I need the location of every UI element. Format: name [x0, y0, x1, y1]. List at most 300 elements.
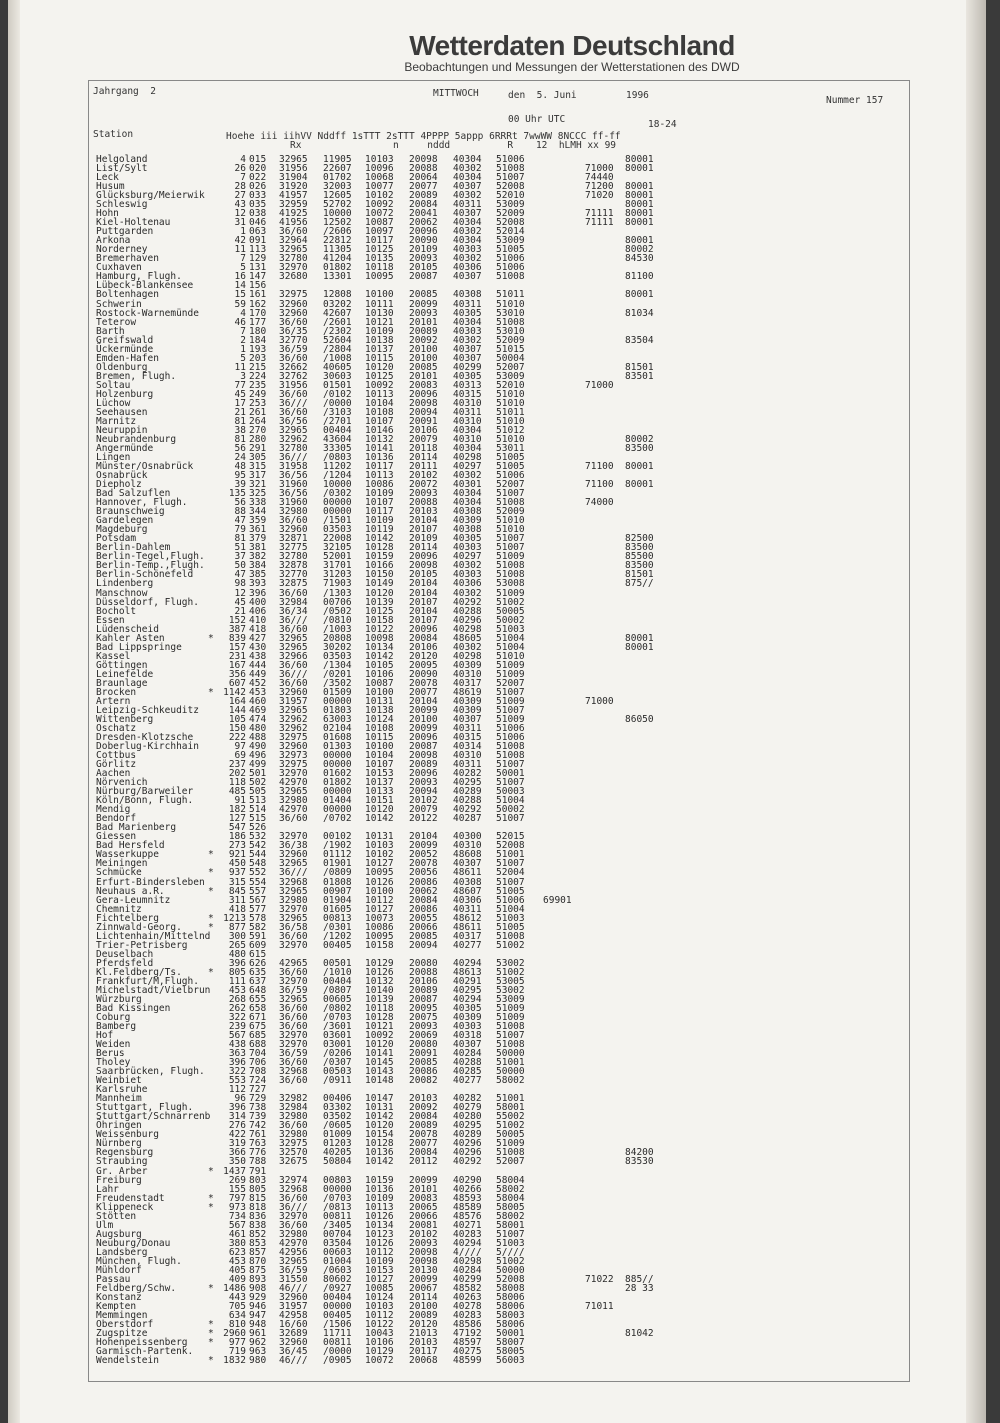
- station-height: 97: [234, 741, 246, 753]
- station-height: 443: [228, 1291, 246, 1303]
- station-id: 961: [249, 1328, 267, 1340]
- group-1sttt: 10132: [365, 975, 394, 987]
- group-nddff: 00000: [323, 695, 352, 707]
- station-height: 422: [228, 1129, 246, 1141]
- station-name: Wasserkuppe: [96, 849, 159, 861]
- station-id: 460: [249, 695, 267, 707]
- group-2sttt: 20068: [409, 1355, 438, 1367]
- group-ihvv: 32980: [279, 1111, 308, 1123]
- group-4pppp: 40311: [453, 759, 482, 771]
- group-1sttt: 10139: [365, 993, 394, 1005]
- group-4pppp: 40305: [453, 370, 482, 382]
- group-ihvv: 32965: [279, 1255, 308, 1267]
- group-5appp: 58005: [496, 1201, 525, 1213]
- group-1sttt: 10112: [365, 1310, 394, 1321]
- group-5appp: 51010: [496, 415, 525, 427]
- station-id: 761: [249, 1129, 267, 1141]
- group-8nccc: 80002: [625, 244, 654, 256]
- group-5appp: 58001: [496, 1102, 525, 1114]
- group-4pppp: 40271: [453, 1219, 482, 1231]
- group-ihvv: 32970: [279, 1030, 308, 1042]
- group-ihvv: 32770: [279, 569, 308, 581]
- station-height: 17: [234, 397, 246, 409]
- station-id: 321: [249, 479, 267, 491]
- group-5appp: 53010: [496, 307, 525, 319]
- group-4pppp: 40310: [453, 668, 482, 680]
- station-id: 655: [249, 993, 267, 1005]
- group-nddff: 63003: [323, 713, 352, 725]
- group-nddff: 01004: [323, 1255, 352, 1267]
- group-5appp: 51009: [496, 1002, 525, 1014]
- group-5appp: 58004: [496, 1192, 525, 1204]
- station-name: Berlin-Tegel,Flugh.: [96, 551, 205, 563]
- station-id: 038: [249, 208, 267, 220]
- station-id: 554: [249, 876, 267, 888]
- group-7wwww: 71011: [585, 1300, 614, 1312]
- group-2sttt: 20099: [409, 1273, 438, 1285]
- station-height: 77: [234, 379, 246, 391]
- group-nddff: /2606: [323, 226, 352, 238]
- station-height: 202: [228, 768, 246, 780]
- group-4pppp: 48599: [453, 1355, 482, 1367]
- station-name: Görlitz: [96, 759, 137, 771]
- group-2sttt: 20082: [409, 1075, 438, 1087]
- station-name: Chemnitz: [96, 903, 142, 915]
- group-2sttt: 20089: [409, 1120, 438, 1132]
- group-4pppp: 4////: [453, 1246, 482, 1258]
- group-2sttt: 20088: [409, 497, 438, 509]
- group-1sttt: 10132: [365, 433, 394, 445]
- group-nddff: /2601: [323, 316, 352, 328]
- group-ihvv: 36/60: [279, 587, 308, 599]
- group-ihvv: 41957: [279, 190, 308, 202]
- station-height: 81: [234, 415, 246, 427]
- station-id: 490: [249, 741, 267, 753]
- group-5appp: 52007: [496, 677, 525, 689]
- group-4pppp: 40310: [453, 840, 482, 852]
- group-2sttt: 20096: [409, 768, 438, 780]
- station-height: 315: [228, 876, 246, 888]
- group-1sttt: 10120: [365, 804, 394, 816]
- group-1sttt: 10109: [365, 515, 394, 527]
- group-nddff: /0803: [323, 452, 352, 464]
- group-8nccc: 83500: [625, 443, 654, 454]
- group-5appp: 51007: [496, 542, 525, 554]
- group-nddff: 01602: [323, 768, 352, 780]
- group-nddff: /3103: [323, 406, 352, 418]
- group-2sttt: 20088: [409, 163, 438, 175]
- group-8nccc: 80001: [625, 479, 654, 491]
- group-ihvv: 32762: [279, 370, 308, 382]
- group-2sttt: 20100: [409, 713, 438, 725]
- mountain-marker: *: [208, 686, 214, 698]
- group-8nccc: 83500: [625, 542, 654, 554]
- mountain-marker: *: [208, 1337, 214, 1349]
- station-id: 400: [249, 596, 267, 608]
- group-nddff: /1204: [323, 470, 352, 482]
- group-4pppp: 40277: [453, 1075, 482, 1087]
- group-1sttt: 10120: [365, 361, 394, 373]
- group-5appp: 58002: [496, 1075, 525, 1087]
- station-height: 186: [228, 831, 246, 843]
- group-2sttt: 20084: [409, 894, 438, 906]
- group-4pppp: 40309: [453, 515, 482, 527]
- group-nddff: 03503: [323, 524, 352, 536]
- group-5appp: 52015: [496, 831, 525, 843]
- group-2sttt: 20089: [409, 190, 438, 202]
- station-name: Lahr: [96, 1183, 119, 1195]
- group-5appp: 53008: [496, 578, 525, 590]
- group-nddff: 30202: [323, 641, 352, 653]
- group-2sttt: 20083: [409, 1192, 438, 1204]
- group-5appp: 51005: [496, 244, 525, 256]
- group-nddff: 01803: [323, 704, 352, 716]
- station-id: 438: [249, 650, 267, 662]
- group-1sttt: 10117: [365, 461, 394, 473]
- group-ihvv: 32965: [279, 154, 308, 165]
- station-name: Helgoland: [96, 154, 148, 165]
- group-1sttt: 10125: [365, 605, 394, 617]
- group-5appp: 51008: [496, 1147, 525, 1159]
- group-8nccc: 80001: [625, 199, 654, 211]
- group-nddff: 12502: [323, 217, 352, 229]
- group-7wwww: 71020: [585, 190, 614, 202]
- group-1sttt: 10103: [365, 154, 394, 165]
- group-1sttt: 10146: [365, 424, 394, 436]
- group-5appp: 50002: [496, 614, 525, 626]
- group-5appp: 51010: [496, 388, 525, 400]
- group-1sttt: 10117: [365, 506, 394, 518]
- group-nddff: 00813: [323, 912, 352, 924]
- station-id: 449: [249, 668, 267, 680]
- group-nddff: 02104: [323, 722, 352, 734]
- group-1sttt: 10126: [365, 876, 394, 888]
- station-id: 708: [249, 1066, 267, 1078]
- group-1sttt: 10117: [365, 235, 394, 247]
- group-2sttt: 20099: [409, 1174, 438, 1186]
- group-4pppp: 40282: [453, 768, 482, 780]
- group-1sttt: 10148: [365, 1075, 394, 1087]
- group-4pppp: 40292: [453, 804, 482, 816]
- station-name: Doberlug-Kirchhain: [96, 741, 199, 753]
- station-name: Cottbus: [96, 750, 137, 762]
- group-5appp: 51007: [496, 533, 525, 545]
- group-ihvv: 32965: [279, 858, 308, 870]
- group-nddff: 01802: [323, 262, 352, 274]
- station-id: 815: [249, 1192, 267, 1204]
- group-5appp: 51006: [496, 262, 525, 274]
- group-5appp: 51006: [496, 732, 525, 743]
- station-height: 480: [228, 948, 246, 960]
- station-id: 544: [249, 849, 267, 861]
- group-1sttt: 10134: [365, 1219, 394, 1231]
- group-ihvv: 32962: [279, 713, 308, 725]
- group-nddff: /0000: [323, 397, 352, 409]
- station-name: Oberstdorf: [96, 1319, 154, 1331]
- station-height: 152: [228, 614, 246, 626]
- station-name: Leipzig-Schkeuditz: [96, 704, 199, 716]
- station-height: 2: [240, 334, 246, 346]
- group-4pppp: 40308: [453, 876, 482, 888]
- group-ihvv: 32675: [279, 1156, 308, 1168]
- group-2sttt: 20095: [409, 1002, 438, 1014]
- group-nddff: 01404: [323, 795, 352, 807]
- station-height: 409: [228, 1273, 246, 1285]
- group-ihvv: 31960: [279, 479, 308, 491]
- group-2sttt: 20094: [409, 406, 438, 418]
- station-id: 444: [249, 659, 267, 671]
- station-height: 567: [228, 1030, 246, 1042]
- station-name: Stuttgart/Schnarrenb: [96, 1111, 211, 1123]
- group-nddff: 03001: [323, 1039, 352, 1051]
- group-4pppp: 40295: [453, 777, 482, 789]
- group-nddff: /0307: [323, 1057, 352, 1069]
- station-name: Manschnow: [96, 587, 148, 599]
- station-name: Hamburg, Flugh.: [96, 271, 182, 283]
- station-id: 788: [249, 1156, 267, 1168]
- station-id: 803: [249, 1174, 267, 1186]
- station-name: Straubing: [96, 1156, 148, 1168]
- group-4pppp: 40297: [453, 461, 482, 473]
- group-ihvv: 32973: [279, 750, 308, 762]
- group-8nccc: 80001: [625, 235, 654, 247]
- group-2sttt: 20065: [409, 1201, 438, 1213]
- station-id: 381: [249, 542, 267, 554]
- group-2sttt: 20114: [409, 542, 438, 554]
- group-5appp: 58003: [496, 1310, 525, 1321]
- group-ihvv: 36/60: [279, 1120, 308, 1132]
- station-height: 1437: [223, 1165, 246, 1177]
- group-ihvv: 36/60: [279, 1011, 308, 1023]
- group-7wwww: 71000: [585, 695, 614, 707]
- group-ihvv: 31956: [279, 163, 308, 175]
- group-ihvv: 32970: [279, 1039, 308, 1051]
- station-height: 396: [228, 957, 246, 969]
- group-5appp: 58006: [496, 1319, 525, 1331]
- group-nddff: 03302: [323, 1102, 352, 1114]
- station-name: Neuburg/Donau: [96, 1237, 171, 1249]
- group-ihvv: 32689: [279, 1328, 308, 1340]
- group-4pppp: 40291: [453, 975, 482, 987]
- station-id: 453: [249, 686, 267, 698]
- station-height: 45: [234, 596, 246, 608]
- group-6rrrt: 69901: [543, 894, 572, 906]
- station-name: Augsburg: [96, 1228, 142, 1240]
- group-1sttt: 10109: [365, 325, 394, 337]
- group-4pppp: 40294: [453, 1237, 482, 1249]
- group-nddff: 31701: [323, 560, 352, 572]
- station-height: 273: [228, 840, 246, 852]
- station-height: 21: [234, 605, 246, 617]
- station-height: 607: [228, 677, 246, 689]
- group-8nccc: 80001: [625, 163, 654, 175]
- group-5appp: 52008: [496, 840, 525, 852]
- group-1sttt: 10142: [365, 533, 394, 545]
- group-ihvv: 32975: [279, 732, 308, 743]
- group-ihvv: 31957: [279, 695, 308, 707]
- group-2sttt: 20087: [409, 741, 438, 753]
- group-ihvv: 32960: [279, 1337, 308, 1349]
- group-2sttt: 20103: [409, 1337, 438, 1349]
- station-id: 315: [249, 461, 267, 473]
- group-nddff: /1010: [323, 966, 352, 978]
- group-4pppp: 40313: [453, 379, 482, 391]
- group-1sttt: 10166: [365, 560, 394, 572]
- station-id: 505: [249, 786, 267, 798]
- group-5appp: 50000: [496, 1264, 525, 1276]
- group-4pppp: 40298: [453, 650, 482, 662]
- group-1sttt: 10108: [365, 406, 394, 418]
- group-2sttt: 20107: [409, 614, 438, 626]
- group-4pppp: 40299: [453, 1273, 482, 1285]
- group-4pppp: 40304: [453, 235, 482, 247]
- station-height: 4: [240, 307, 246, 319]
- station-name: Berus: [96, 1048, 125, 1060]
- group-nddff: /1501: [323, 515, 352, 527]
- group-2sttt: 20077: [409, 686, 438, 698]
- station-name: Cuxhaven: [96, 262, 142, 274]
- group-nddff: /0807: [323, 984, 352, 996]
- group-4pppp: 40292: [453, 1156, 482, 1168]
- station-name: Bad Salzuflen: [96, 488, 171, 500]
- station-height: 11: [234, 244, 246, 256]
- group-2sttt: 20107: [409, 524, 438, 536]
- station-id: 948: [249, 1319, 267, 1331]
- station-id: 203: [249, 352, 267, 364]
- group-2sttt: 20091: [409, 1048, 438, 1060]
- station-height: 222: [228, 732, 246, 743]
- group-1sttt: 10138: [365, 704, 394, 716]
- station-table: [96, 155, 916, 1365]
- group-nddff: /0603: [323, 1264, 352, 1276]
- group-5appp: 51015: [496, 343, 525, 355]
- station-id: 671: [249, 1011, 267, 1023]
- station-height: 47: [234, 569, 246, 581]
- station-id: 291: [249, 443, 267, 454]
- group-2sttt: 20109: [409, 244, 438, 256]
- group-5appp: 51003: [496, 1237, 525, 1249]
- station-height: 79: [234, 524, 246, 536]
- group-8nccc: 81100: [625, 271, 654, 283]
- station-id: 548: [249, 858, 267, 870]
- group-ihvv: 36/60: [279, 1192, 308, 1204]
- group-1sttt: 10123: [365, 1228, 394, 1240]
- group-2sttt: 20081: [409, 1219, 438, 1231]
- station-id: 818: [249, 1201, 267, 1213]
- group-ihvv: 32970: [279, 831, 308, 843]
- group-2sttt: 20109: [409, 533, 438, 545]
- group-1sttt: 10115: [365, 352, 394, 364]
- group-nddff: 00000: [323, 750, 352, 762]
- station-height: 237: [228, 759, 246, 771]
- station-name: Bad Lippspringe: [96, 641, 182, 653]
- station-id: 488: [249, 732, 267, 743]
- station-id: 567: [249, 894, 267, 906]
- group-ihvv: 32964: [279, 235, 308, 247]
- group-4pppp: 40310: [453, 433, 482, 445]
- group-2sttt: 20089: [409, 1310, 438, 1321]
- group-2sttt: 20104: [409, 515, 438, 527]
- group-4pppp: 47192: [453, 1328, 482, 1340]
- group-1sttt: 10136: [365, 1183, 394, 1195]
- group-8nccc: 80001: [625, 208, 654, 220]
- station-height: 937: [228, 867, 246, 879]
- group-2sttt: 20052: [409, 849, 438, 861]
- station-name: Feldberg/Schw.: [96, 1282, 177, 1294]
- group-4pppp: 40304: [453, 497, 482, 509]
- group-4pppp: 40294: [453, 993, 482, 1005]
- station-id: 384: [249, 560, 267, 572]
- group-2sttt: 20122: [409, 813, 438, 825]
- group-4pppp: 40288: [453, 1057, 482, 1069]
- station-name: Düsseldorf, Flugh.: [96, 596, 199, 608]
- station-id: 184: [249, 334, 267, 346]
- station-id: 853: [249, 1237, 267, 1249]
- station-id: 129: [249, 253, 267, 265]
- station-name: Lübeck-Blankensee: [96, 280, 194, 292]
- group-4pppp: 40305: [453, 1002, 482, 1014]
- group-nddff: 32003: [323, 181, 352, 193]
- group-ihvv: 36/35: [279, 325, 308, 337]
- station-id: 249: [249, 388, 267, 400]
- group-4pppp: 48597: [453, 1337, 482, 1349]
- group-1sttt: 10129: [365, 957, 394, 969]
- group-7wwww: 71100: [585, 479, 614, 491]
- station-height: 453: [228, 984, 246, 996]
- station-name: Lichtenhain/Mittelnd: [96, 930, 211, 942]
- group-ihvv: 32960: [279, 686, 308, 698]
- station-id: 838: [249, 1219, 267, 1231]
- group-5appp: 52014: [496, 226, 525, 238]
- group-2sttt: 20102: [409, 1228, 438, 1240]
- group-nddff: 11711: [323, 1328, 352, 1340]
- station-id: 658: [249, 1002, 267, 1014]
- group-1sttt: 10113: [365, 388, 394, 400]
- station-name: Öhringen: [96, 1120, 142, 1132]
- station-name: Bocholt: [96, 605, 137, 617]
- group-4pppp: 48613: [453, 966, 482, 978]
- group-4pppp: 40304: [453, 154, 482, 165]
- station-id: 063: [249, 226, 267, 238]
- group-4pppp: 48582: [453, 1282, 482, 1294]
- group-5appp: 51006: [496, 253, 525, 265]
- group-ihvv: 41956: [279, 217, 308, 229]
- station-id: 947: [249, 1310, 267, 1321]
- group-ihvv: 32982: [279, 1093, 308, 1105]
- group-1sttt: 10109: [365, 1255, 394, 1267]
- station-id: 875: [249, 1264, 267, 1276]
- group-2sttt: 20089: [409, 984, 438, 996]
- station-name: Hof: [96, 1030, 114, 1042]
- station-id: 480: [249, 722, 267, 734]
- group-4pppp: 40302: [453, 560, 482, 572]
- station-name: Berlin-Temp.,Flugh.: [96, 560, 205, 572]
- station-name: Nörvenich: [96, 777, 148, 789]
- station-id: 704: [249, 1048, 267, 1060]
- station-height: 38: [234, 424, 246, 436]
- station-height: 135: [228, 488, 246, 500]
- group-ihvv: 32970: [279, 975, 308, 987]
- group-4pppp: 40302: [453, 641, 482, 653]
- group-nddff: /0703: [323, 1192, 352, 1204]
- station-height: 12: [234, 587, 246, 599]
- station-id: 791: [249, 1165, 267, 1177]
- group-2sttt: 20103: [409, 1093, 438, 1105]
- group-2sttt: 20101: [409, 316, 438, 328]
- group-nddff: /0206: [323, 1048, 352, 1060]
- group-4pppp: 40302: [453, 190, 482, 202]
- group-5appp: 51011: [496, 289, 525, 301]
